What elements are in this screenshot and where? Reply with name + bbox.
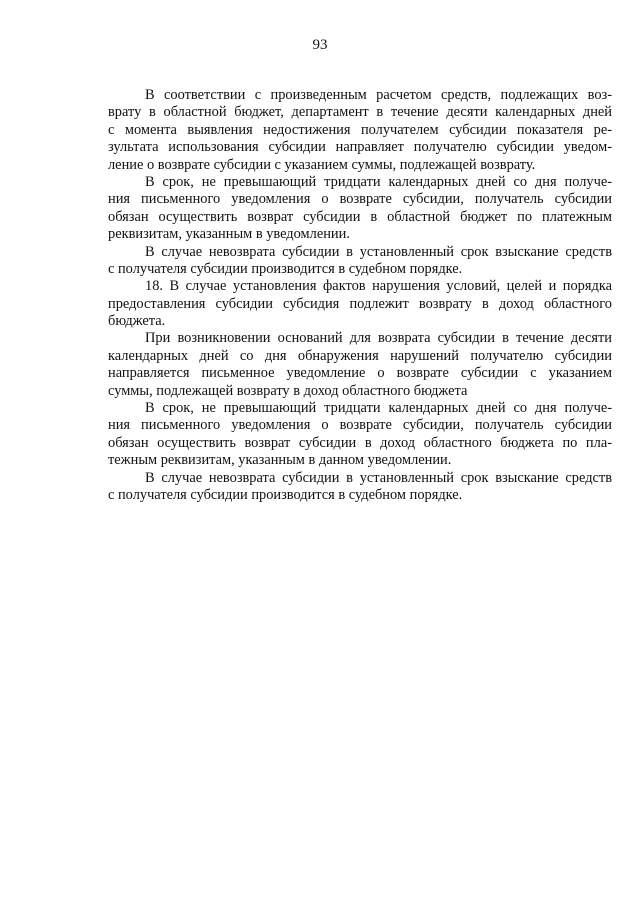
text-line: В срок, не превышающий тридцати календарных дней со дня получе- [145,400,612,417]
text-line: В срок, не превышающий тридцати календарных дней со дня получе- [145,173,612,190]
text-line: бюджета. [108,313,166,330]
text-line: ния письменного уведомления о возврате субсидии, получатель субсидии [108,191,612,208]
text-line: В случае невозврата субсидии в установленный срок взыскание средств [145,243,612,260]
text-line: реквизитам, указанным в уведомлении. [108,226,350,243]
text-line: календарных дней со дня обнаружения нарушений получателю субсидии [108,347,612,364]
text-line: тежным реквизитам, указанным в данном уведомлении. [108,452,452,469]
text-line: обязан осуществить возврат субсидии в областной бюджет по платежным [108,208,612,225]
text-line: 18. В случае установления фактов нарушения условий, целей и порядка [145,278,612,295]
text-line: обязан осуществить возврат субсидии в доход областного бюджета по пла- [108,434,612,451]
text-line: с момента выявления недостижения получателем субсидии показателя ре- [108,121,612,138]
text-line: ление о возврате субсидии с указанием суммы, подлежащей возврату. [108,156,536,173]
text-line: с получателя субсидии производится в судебном порядке. [108,486,463,503]
text-line: В соответствии с произведенным расчетом средств, подлежащих воз- [145,87,612,103]
page-number: 93 [312,37,328,53]
text-line: зультата использования субсидии направляет получателю субсидии уведом- [108,139,612,156]
text-line: При возникновении оснований для возврата субсидии в течение десяти [145,330,612,347]
text-line: суммы, подлежащей возврату в доход областного бюджета [108,382,468,399]
text-line: врату в областной бюджет, департамент в течение десяти календарных дней [108,104,612,121]
text-line: с получателя субсидии производится в судебном порядке. [108,260,463,277]
text-line: В случае невозврата субсидии в установленный срок взыскание средств [145,469,612,486]
text-line: направляется письменное уведомление о возврате субсидии с указанием [108,365,612,382]
text-line: предоставления субсидии субсидия подлежит возврату в доход областного [108,295,612,312]
document-body [108,87,612,504]
text-line: ния письменного уведомления о возврате субсидии, получатель субсидии [108,417,612,434]
